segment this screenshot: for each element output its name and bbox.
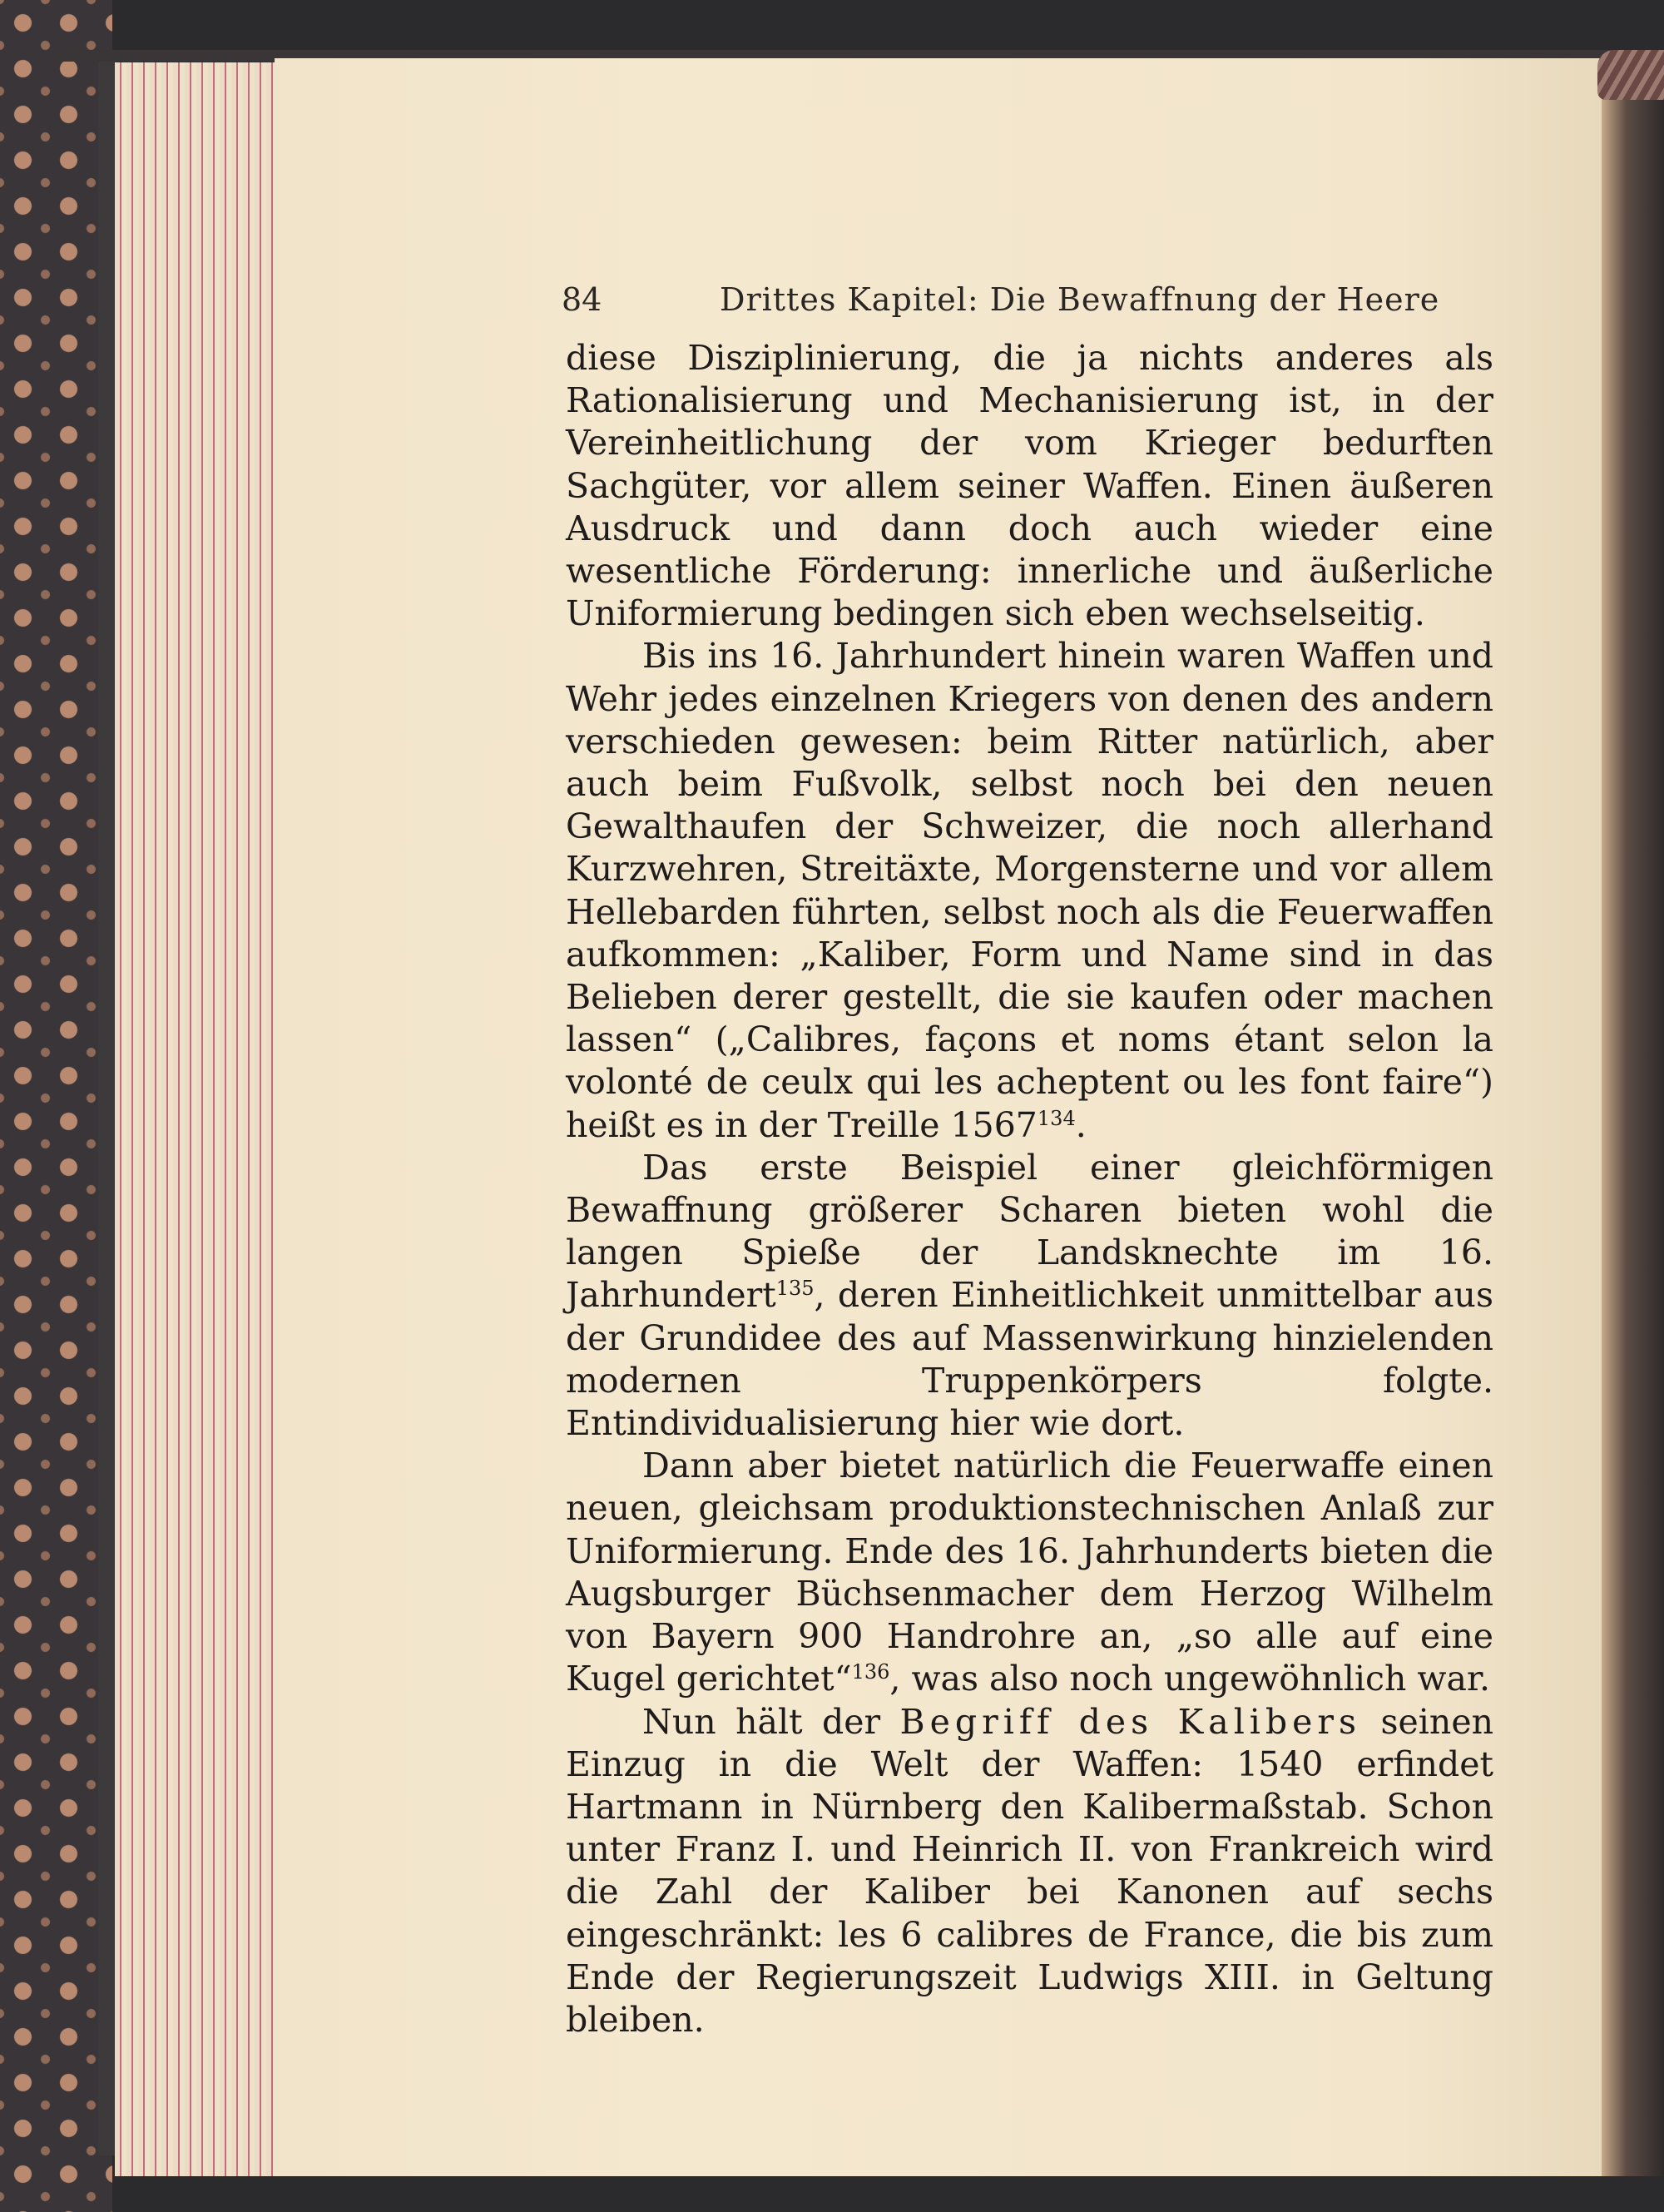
text-run: , deren Einheitlichkeit unmittelbar aus der Grundidee des auf Massenwirkung hinzielenden modernen Truppenkörpers folgte. Entindividualisierung hier wie dort. bbox=[566, 1275, 1493, 1444]
paragraph bbox=[566, 337, 1493, 635]
text-run: , was also noch ungewöhnlich war. bbox=[889, 1659, 1491, 1699]
text-run: Nun hält der bbox=[642, 1701, 900, 1742]
paragraph bbox=[566, 1445, 1493, 1700]
binding-edge bbox=[98, 58, 116, 2155]
page-header bbox=[562, 281, 1493, 331]
body-text bbox=[566, 337, 1493, 2041]
text-run: Dann aber bietet natürlich die Feuerwaffe einen neuen, gleichsam produktionstechnischen Anlaß zur Uniformierung. Ende des 16. Jahrhunderts bieten die Augsburger Büchsenmacher dem Herzog Wilhelm von Bayern 900 Handrohre an, „so alle auf eine Kugel gerichtet“ bbox=[566, 1446, 1493, 1699]
bookmark-ribbon bbox=[1597, 50, 1664, 100]
paragraph bbox=[566, 1701, 1493, 2042]
text-run: seinen Einzug in die Welt der Waffen: 1540 erfindet Hartmann in Nürnberg den Kalibermaßstab. Schon unter Franz I. und Heinrich II. von Frankreich wird die Zahl der Kaliber bei Kanonen auf sechs eingeschränkt: les 6 calibres de France, die bis zum Ende der Regierungszeit Ludwigs XIII. in Geltung bleiben. bbox=[566, 1701, 1493, 2040]
emphasized-text: Begriff des Kalibers bbox=[899, 1701, 1362, 1742]
footnote-ref: 134 bbox=[1037, 1106, 1076, 1130]
page-edges-stack bbox=[115, 62, 281, 2176]
footnote-ref: 136 bbox=[851, 1660, 890, 1684]
text-run: . bbox=[1075, 1104, 1087, 1145]
text-run: Bis ins 16. Jahrhundert hinein waren Waffen und Wehr jedes einzelnen Kriegers von denen des andern verschieden gewesen: beim Ritter natürlich, aber auch beim Fußvolk, selbst noch bei den neuen Gewalthaufen der Schweizer, die noch allerhand Kurzwehren, Streitäxte, Morgensterne und vor allem Hellebarden führten, selbst noch als die Feuerwaffen aufkommen: „Kaliber, Form und Name sind in das Belieben derer gestellt, die sie kaufen oder machen lassen“ („Calibres, façons et noms étant selon la volonté de ceulx qui les acheptent ou les font faire“) heißt es in der Treille 1567 bbox=[566, 636, 1493, 1145]
text-run: diese Disziplinierung, die ja nichts anderes als Rationalisierung und Mechanisierung ist, in der Vereinheitlichung der vom Krieger bedurften Sachgüter, vor allem seiner Waffen. Einen äußeren Ausdruck und dann doch auch wieder eine wesentliche Förderung: innerliche und äußerliche Uniformierung bedingen sich eben wechselseitig. bbox=[566, 338, 1493, 634]
text-run: Das erste Beispiel einer gleichförmigen Bewaffnung größerer Scharen bieten wohl die langen Spieße der Landsknechte im 16. Jahrhundert bbox=[566, 1147, 1493, 1316]
paragraph bbox=[566, 635, 1493, 1146]
running-head: Drittes Kapitel: Die Bewaffnung der Heere bbox=[720, 281, 1440, 318]
book-right-edge bbox=[1602, 58, 1664, 2176]
book-binding-pattern bbox=[0, 0, 112, 2212]
page-number: 84 bbox=[562, 281, 602, 318]
footnote-ref: 135 bbox=[775, 1277, 815, 1301]
paragraph bbox=[566, 1147, 1493, 1445]
